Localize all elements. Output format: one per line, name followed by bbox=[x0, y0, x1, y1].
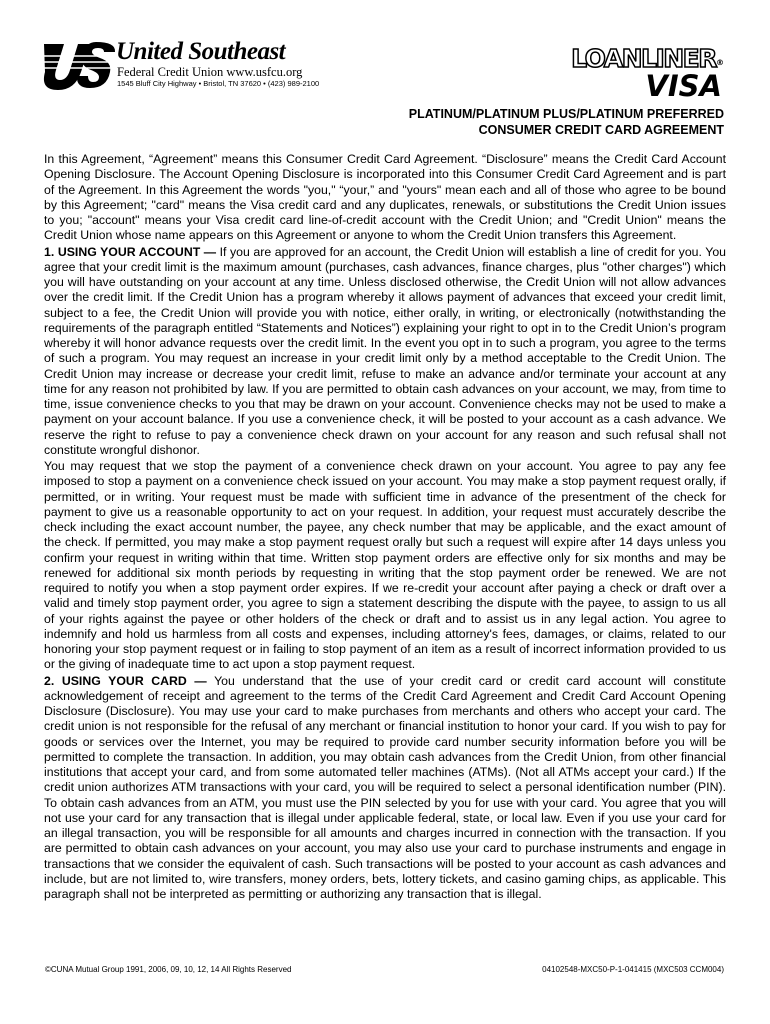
credit-union-logo bbox=[38, 38, 338, 98]
credit-union-name: United Southeast bbox=[116, 38, 286, 65]
section-2-text: You understand that the use of your credit card or credit card account will constitute acknowledgement of receipt and agreement to the terms of the Credit Card Agreement and Credit Card Account Opening Disclosure (Disclosure). You may use your card to make purchases from merchants and others who accept your card. The credit union is not responsible for the refusal of any merchant or financial institution to honor your card. If you wish to pay for goods or services over the Internet, you may be required to provide card number security information before you will be permitted to complete the transaction. In addition, you may obtain cash advances from the Credit Union, from other financial institutions that accept your card, and from some automated teller machines (ATMs). (Not all ATMs accept your card.) If the credit union authorizes ATM transactions with your card, you will be required to select a personal identification number (PIN). To obtain cash advances from an ATM, you must use the PIN selected by you for use with your card. You agree that you will not use your card for any transaction that is illegal under applicable federal, state, or local law. Even if you use your card for an illegal transaction, you will be responsible for all amounts and charges incurred in connection with the transaction. If you are permitted to obtain cash advances on your account, you may also use your card to purchase instruments and engage in transactions that we consider the equivalent of cash. Such transactions will be posted to your account as cash advances and include, but are not limited to, wire transfers, money orders, bets, lottery tickets, and casino gaming chips, as applicable. This paragraph shall not be interpreted as permitting or authorizing any transaction that is illegal. bbox=[44, 673, 726, 901]
credit-union-subtitle: Federal Credit Union www.usfcu.org bbox=[117, 65, 303, 79]
visa-wordmark: VISA bbox=[645, 69, 722, 103]
section-1-text: If you are approved for an account, the Credit Union will establish a line of credit for you. You agree that your credit limit is the maximum amount (purchases, cash advances, finance charges, plus "other charges") which you will have outstanding on your account at any time. Unless disclosed otherwise, the Credit Union will not allow advances over the credit limit. If the Credit Union has a program whereby it allows payment of advances that exceed your credit limit, subject to a fee, the Credit Union will provide you with notice, either orally, in writing, or electronically (notwithstanding the requirements of the paragraph entitled “Statements and Notices”) explaining your right to opt in to the Credit Union’s program whereby it will honor advance requests over the credit limit. In the event you opt in to such a program, you agree to the terms of such a program. You may request an increase in your credit limit only by a method acceptable to the Credit Union. The Credit Union may increase or decrease your credit limit, refuse to make an advance and/or terminate your account at any time for any reason not prohibited by law. If you are permitted to obtain cash advances on your account, we may, from time to time, issue convenience checks to you that may be drawn on your account. Convenience checks may not be used to make a payment on your account balance. If you use a convenience check, it will be posted to your account as a cash advance. We reserve the right to refuse to pay a convenience check drawn on your account for any reason and such refusal shall not constitute wrongful dishonor. bbox=[44, 244, 726, 457]
registered-mark: ® bbox=[716, 58, 724, 67]
title-line-2: CONSUMER CREDIT CARD AGREEMENT bbox=[478, 123, 724, 137]
intro-paragraph: In this Agreement, “Agreement” means this Consumer Credit Card Agreement. “Disclosure” means the Credit Card Account Opening Disclosure. The Account Opening Disclosure is incorporated into this Consumer Credit Card Agreement and is part of the Agreement. In this Agreement the words "you," “your,” and "yours" mean each and all of those who agree to be bound by this Agreement; "card" means the Visa credit card and any duplicates, renewals, or substitutions the Credit Union issues to you; "account" means your Visa credit card line-of-credit account with the Credit Union; and "Credit Union" means the Credit Union whose name appears on this Agreement or anyone to whom the Credit Union transfers this Agreement. bbox=[44, 152, 726, 243]
section-2-heading: 2. USING YOUR CARD — bbox=[44, 673, 207, 688]
title-line-1: PLATINUM/PLATINUM PLUS/PLATINUM PREFERRED bbox=[408, 107, 724, 121]
loanliner-visa-logo bbox=[570, 44, 730, 104]
section-1-paragraph-2: You may request that we stop the payment of a convenience check drawn on your account. You agree to pay any fee imposed to stop a payment on a convenience check issued on your account. You may make a stop payment request orally, if permitted, or in writing. Your request must be made with sufficient time in advance of the presentment of the check for payment to give us a reasonable opportunity to act on your request. In addition, your request must accurately describe the check including the exact account number, the payee, any check number that may be applicable, and the exact amount of the check. If permitted, you may make a stop payment request orally but such a request will expire after 14 days unless you confirm your request in writing within that time. Written stop payment orders are effective only for six months and may be renewed for additional six month periods by requesting in writing that the stop payment order be renewed. We are not required to notify you when a stop payment order expires. If we re-credit your account after paying a check or draft over a valid and timely stop payment order, you agree to sign a statement describing the dispute with the payee, to assign to us all of your rights against the payee or other holders of the check or draft and to assist us in any legal action. You agree to indemnify and hold us harmless from all costs and expenses, including attorney's fees, damages, or claims, related to our honoring your stop payment request or in failing to stop payment of an item as a result of incorrect information provided to us or the giving of inadequate time to act upon a stop payment request. bbox=[44, 459, 726, 672]
loanliner-text: LOANLINER bbox=[571, 44, 716, 73]
credit-union-address: 1545 Bluff City Highway • Bristol, TN 37620 • (423) 989-2100 bbox=[117, 79, 320, 88]
copyright-notice: ©CUNA Mutual Group 1991, 2006, 09, 10, 12, 14 All Rights Reserved bbox=[45, 965, 292, 974]
agreement-body bbox=[44, 152, 726, 902]
form-code: 04102548-MXC50-P-1-041415 (MXC503 CCM004) bbox=[542, 965, 724, 974]
us-monogram-logo-icon bbox=[38, 40, 118, 92]
document-title bbox=[409, 106, 724, 138]
section-2-paragraph bbox=[44, 674, 726, 903]
section-1-heading: 1. USING YOUR ACCOUNT — bbox=[44, 244, 217, 259]
section-1-paragraph bbox=[44, 245, 726, 459]
